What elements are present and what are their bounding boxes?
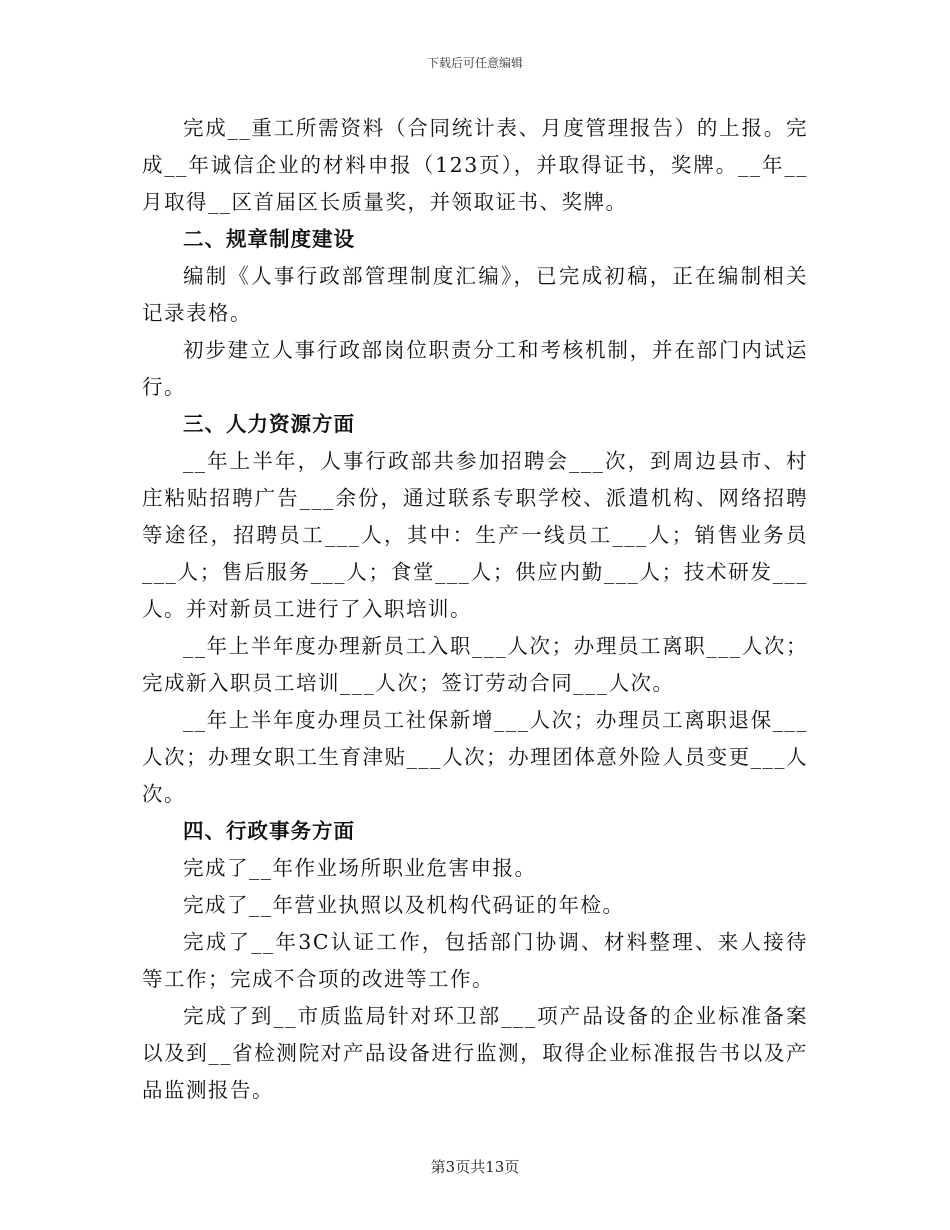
page-header: 下载后可任意编辑 [426, 56, 523, 70]
section-heading-rules: 二、规章制度建设 [183, 227, 355, 251]
paragraph-rules-compilation: 编制《人事行政部管理制度汇编》，已完成初稿，正在编制相关记录表格。 [142, 264, 808, 325]
section-heading-admin: 四、行政事务方面 [183, 819, 355, 843]
paragraph-assessment-mechanism: 初步建立人事行政部岗位职责分工和考核机制，并在部门内试运行。 [142, 338, 808, 399]
paragraph-quality-standards: 完成了到__市质监局针对环卫部___项产品设备的企业标准备案以及到__省检测院对产品设备进行监测，取得企业标准报告书以及产品监测报告。 [142, 1004, 808, 1102]
paragraph-3c-certification: 完成了__年3C认证工作，包括部门协调、材料整理、来人接待等工作；完成不合项的改进等工作。 [142, 930, 808, 991]
paragraph-social-insurance: __年上半年度办理员工社保新增___人次；办理员工离职退保___人次；办理女职工生育津贴___人次；办理团体意外险人员变更___人次。 [142, 708, 808, 806]
document-body [142, 110, 808, 1109]
paragraph-report-submission: 完成__重工所需资料（合同统计表、月度管理报告）的上报。完成__年诚信企业的材料申报（123页），并取得证书，奖牌。__年__月取得__区首届区长质量奖，并领取证书、奖牌。 [142, 116, 808, 214]
paragraph-onboarding: __年上半年度办理新员工入职___人次；办理员工离职___人次；完成新入职员工培训___人次；签订劳动合同___人次。 [142, 634, 808, 695]
paragraph-recruitment: __年上半年，人事行政部共参加招聘会___次，到周边县市、村庄粘贴招聘广告___余份，通过联系专职学校、派遣机构、网络招聘等途径，招聘员工___人，其中：生产一线员工___人；销售业务员___人；售后服务___人；食堂___人；供应内勤___人；技术研发___人。并对新员工进行了入职培训。 [142, 449, 808, 621]
paragraph-license-inspection: 完成了__年营业执照以及机构代码证的年检。 [183, 893, 625, 917]
paragraph-hazard-declaration: 完成了__年作业场所职业危害申报。 [183, 856, 537, 880]
section-heading-hr: 三、人力资源方面 [183, 412, 355, 436]
page-number: 第3页共13页 [430, 1158, 520, 1176]
